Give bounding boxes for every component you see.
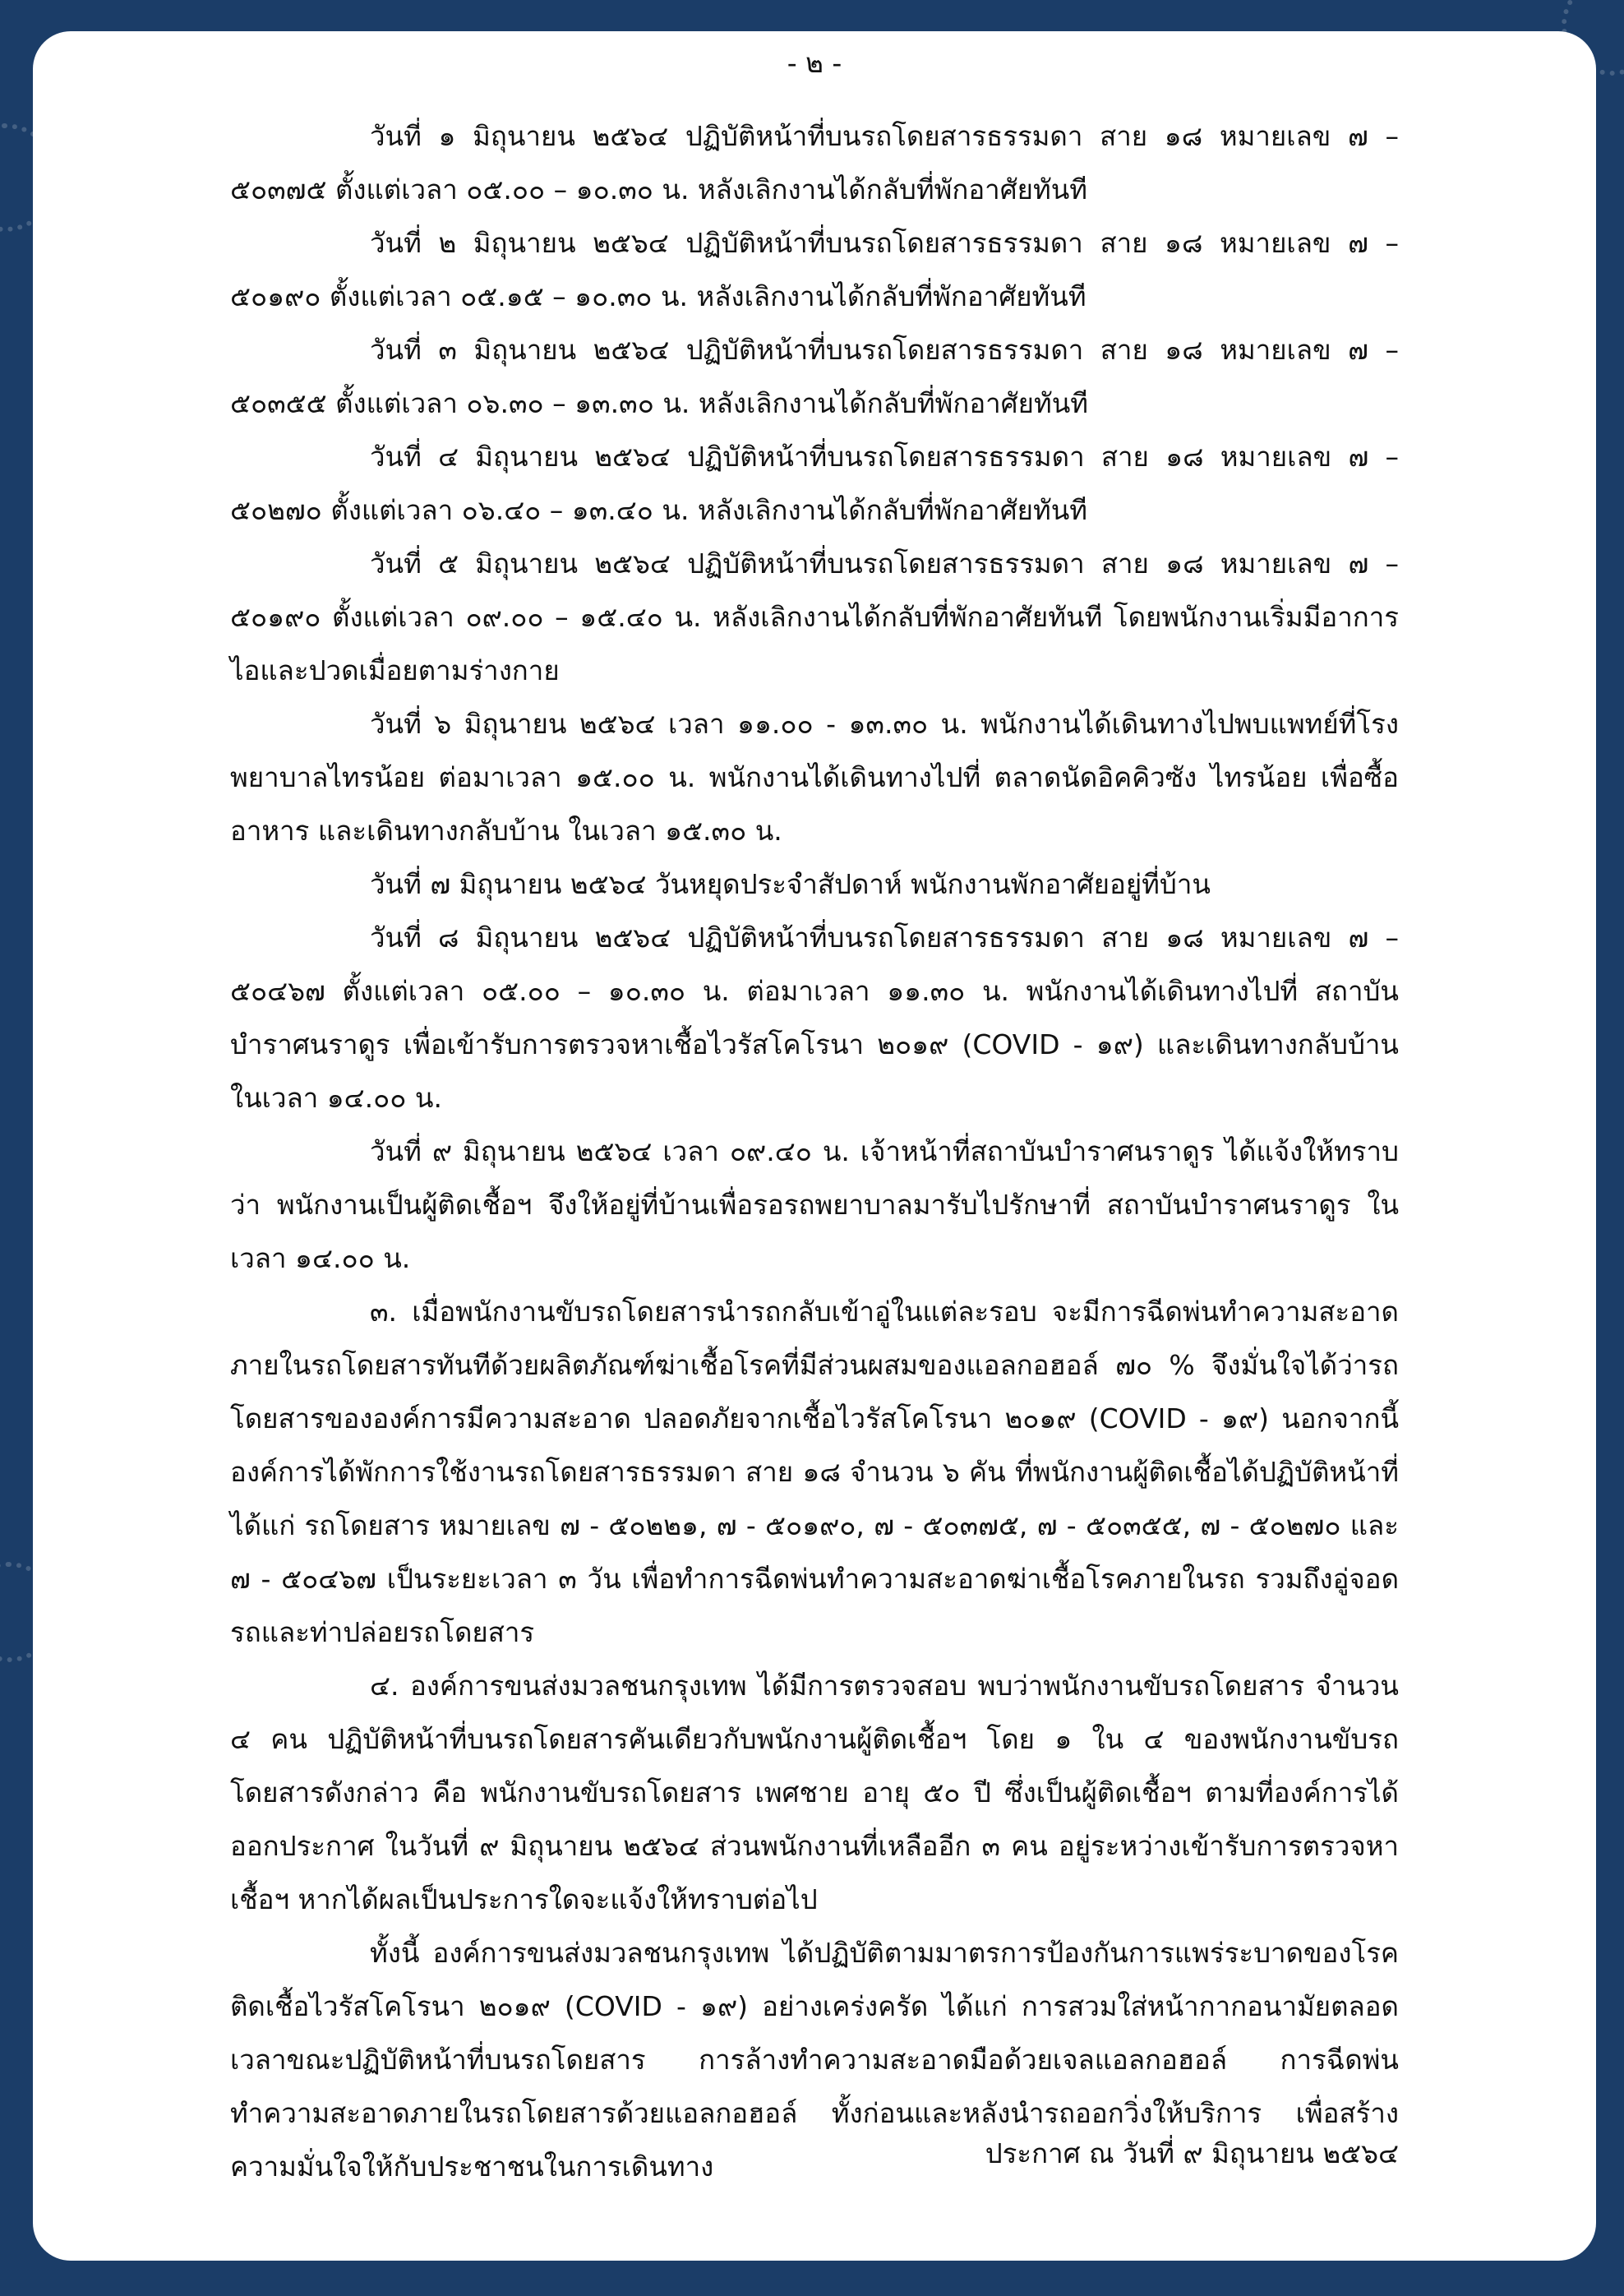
page-number: - ๒ -	[787, 47, 842, 79]
document-page	[33, 31, 1596, 2261]
paragraph-june-5: วันที่ ๕ มิถุนายน ๒๕๖๔ ปฏิบัติหน้าที่บนรถโดยสารธรรมดา สาย ๑๘ หมายเลข ๗ – ๕๐๑๙๐ ตั้งแต่เวลา ๐๙.๐๐ – ๑๕.๔๐ น. หลังเลิกงานได้กลับที่พักอาศัยทันที โดยพนักงานเริ่มมีอาการไอและปวดเมื่อยตามร่างกาย	[230, 547, 1399, 686]
paragraph-june-6: วันที่ ๖ มิถุนายน ๒๕๖๔ เวลา ๑๑.๐๐ - ๑๓.๓๐ น. พนักงานได้เดินทางไปพบแพทย์ที่โรงพยาบาลไทรน้อย ต่อมาเวลา ๑๕.๐๐ น. พนักงานได้เดินทางไปที่ ตลาดนัดอิคคิวซัง ไทรน้อย เพื่อซื้ออาหาร และเดินทางกลับบ้าน ในเวลา ๑๕.๓๐ น.	[230, 708, 1399, 847]
paragraph-june-4: วันที่ ๔ มิถุนายน ๒๕๖๔ ปฏิบัติหน้าที่บนรถโดยสารธรรมดา สาย ๑๘ หมายเลข ๗ – ๕๐๒๗๐ ตั้งแต่เวลา ๐๖.๔๐ – ๑๓.๔๐ น. หลังเลิกงานได้กลับที่พักอาศัยทันที	[230, 441, 1399, 526]
paragraph-june-3: วันที่ ๓ มิถุนายน ๒๕๖๔ ปฏิบัติหน้าที่บนรถโดยสารธรรมดา สาย ๑๘ หมายเลข ๗ – ๕๐๓๕๕ ตั้งแต่เวลา ๐๖.๓๐ – ๑๓.๓๐ น. หลังเลิกงานได้กลับที่พักอาศัยทันที	[230, 334, 1399, 419]
announcement-date: ประกาศ ณ วันที่ ๙ มิถุนายน ๒๕๖๔	[985, 2137, 1399, 2169]
paragraph-june-1: วันที่ ๑ มิถุนายน ๒๕๖๔ ปฏิบัติหน้าที่บนรถโดยสารธรรมดา สาย ๑๘ หมายเลข ๗ – ๕๐๓๗๕ ตั้งแต่เวลา ๐๕.๐๐ – ๑๐.๓๐ น. หลังเลิกงานได้กลับที่พักอาศัยทันที	[230, 120, 1399, 206]
paragraph-june-2: วันที่ ๒ มิถุนายน ๒๕๖๔ ปฏิบัติหน้าที่บนรถโดยสารธรรมดา สาย ๑๘ หมายเลข ๗ – ๕๐๑๙๐ ตั้งแต่เวลา ๐๕.๑๕ – ๑๐.๓๐ น. หลังเลิกงานได้กลับที่พักอาศัยทันที	[230, 227, 1399, 312]
paragraph-june-7: วันที่ ๗ มิถุนายน ๒๕๖๔ วันหยุดประจำสัปดาห์ พนักงานพักอาศัยอยู่ที่บ้าน	[370, 868, 1211, 900]
paragraph-june-8: วันที่ ๘ มิถุนายน ๒๕๖๔ ปฏิบัติหน้าที่บนรถโดยสารธรรมดา สาย ๑๘ หมายเลข ๗ – ๕๐๔๖๗ ตั้งแต่เวลา ๐๕.๐๐ – ๑๐.๓๐ น. ต่อมาเวลา ๑๑.๓๐ น. พนักงานได้เดินทางไปที่ สถาบันบำราศนราดูร เพื่อเข้ารับการตรวจหาเชื้อไวรัสโคโรนา ๒๐๑๙ (COVID - ๑๙) และเดินทางกลับบ้าน ในเวลา ๑๔.๐๐ น.	[230, 922, 1399, 1114]
paragraph-june-9: วันที่ ๙ มิถุนายน ๒๕๖๔ เวลา ๐๙.๔๐ น. เจ้าหน้าที่สถาบันบำราศนราดูร ได้แจ้งให้ทราบว่า พนักงานเป็นผู้ติดเชื้อฯ จึงให้อยู่ที่บ้านเพื่อรอรถพยาบาลมารับไปรักษาที่ สถาบันบำราศนราดูร ในเวลา ๑๔.๐๐ น.	[230, 1135, 1399, 1274]
paragraph-closing: ทั้งนี้ องค์การขนส่งมวลชนกรุงเทพ ได้ปฏิบัติตามมาตรการป้องกันการแพร่ระบาดของโรคติดเชื้อไวรัสโคโรนา ๒๐๑๙ (COVID - ๑๙) อย่างเคร่งครัด ได้แก่ การสวมใส่หน้ากากอนามัยตลอดเวลาขณะปฏิบัติหน้าที่บนรถโดยสาร การล้างทำความสะอาดมือด้วยเจลแอลกอฮอล์ การฉีดพ่นทำความสะอาดภายในรถโดยสารด้วยแอลกอฮอล์ ทั้งก่อนและหลังนำรถออกวิ่งให้บริการ เพื่อสร้างความมั่นใจให้กับประชาชนในการเดินทาง	[230, 1937, 1399, 2183]
paragraph-item-3: ๓. เมื่อพนักงานขับรถโดยสารนำรถกลับเข้าอู่ในแต่ละรอบ จะมีการฉีดพ่นทำความสะอาดภายในรถโดยสารทันทีด้วยผลิตภัณฑ์ฆ่าเชื้อโรคที่มีส่วนผสมของแอลกอฮอล์ ๗๐ % จึงมั่นใจได้ว่ารถโดยสารขององค์การมีความสะอาด ปลอดภัยจากเชื้อไวรัสโคโรนา ๒๐๑๙ (COVID - ๑๙) นอกจากนี้ องค์การได้พักการใช้งานรถโดยสารธรรมดา สาย ๑๘ จำนวน ๖ คัน ที่พนักงานผู้ติดเชื้อได้ปฏิบัติหน้าที่ ได้แก่ รถโดยสาร หมายเลข ๗ - ๕๐๒๒๑, ๗ - ๕๐๑๙๐, ๗ - ๕๐๓๗๕, ๗ - ๕๐๓๕๕, ๗ - ๕๐๒๗๐ และ ๗ - ๕๐๔๖๗ เป็นระยะเวลา ๓ วัน เพื่อทำการฉีดพ่นทำความสะอาดฆ่าเชื้อโรคภายในรถ รวมถึงอู่จอดรถและท่าปล่อยรถโดยสาร	[230, 1296, 1399, 1648]
document-body	[230, 109, 1399, 2193]
paragraph-item-4: ๔. องค์การขนส่งมวลชนกรุงเทพ ได้มีการตรวจสอบ พบว่าพนักงานขับรถโดยสาร จำนวน ๔ คน ปฏิบัติหน้าที่บนรถโดยสารคันเดียวกับพนักงานผู้ติดเชื้อฯ โดย ๑ ใน ๔ ของพนักงานขับรถโดยสารดังกล่าว คือ พนักงานขับรถโดยสาร เพศชาย อายุ ๕๐ ปี ซึ่งเป็นผู้ติดเชื้อฯ ตามที่องค์การได้ออกประกาศ ในวันที่ ๙ มิถุนายน ๒๕๖๔ ส่วนพนักงานที่เหลืออีก ๓ คน อยู่ระหว่างเข้ารับการตรวจหาเชื้อฯ หากได้ผลเป็นประการใดจะแจ้งให้ทราบต่อไป	[230, 1670, 1399, 1915]
